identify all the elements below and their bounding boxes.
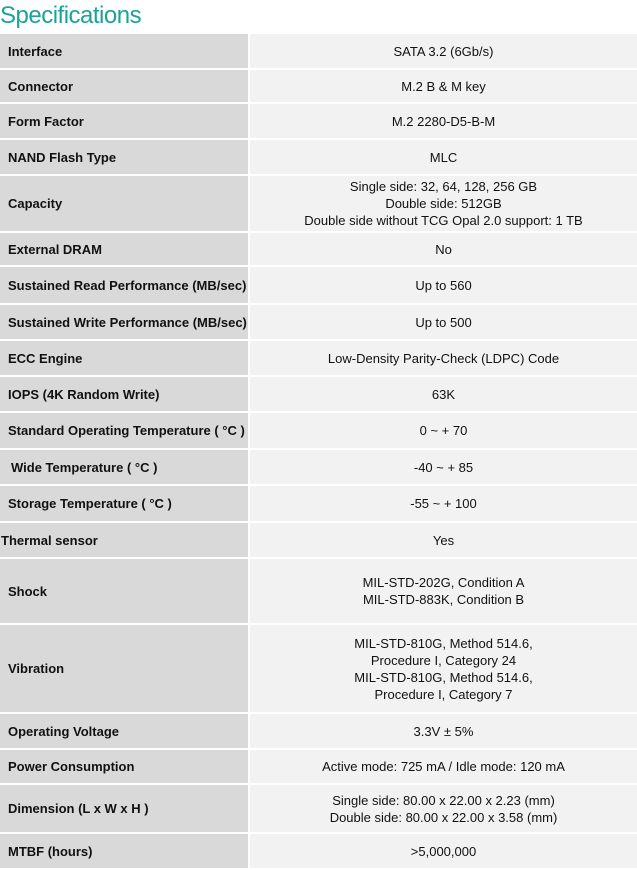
table-row — [0, 833, 637, 869]
spec-label: Storage Temperature ( °C ) — [0, 485, 249, 522]
spec-value: Yes — [249, 522, 637, 558]
spec-label: External DRAM — [0, 232, 249, 266]
spec-value: M.2 2280-D5-B-M — [249, 103, 637, 139]
spec-value: Low-Density Parity-Check (LDPC) Code — [249, 340, 637, 376]
table-row — [0, 34, 637, 69]
spec-label: Vibration — [0, 624, 249, 713]
spec-value: Single side: 80.00 x 22.00 x 2.23 (mm) Double side: 80.00 x 22.00 x 3.58 (mm) — [249, 784, 637, 833]
spec-value: 63K — [249, 376, 637, 412]
spec-label: Power Consumption — [0, 749, 249, 784]
spec-value: Single side: 32, 64, 128, 256 GB Double side: 512GB Double side without TCG Opal 2.0 support: 1 TB — [249, 175, 637, 232]
spec-label: Connector — [0, 69, 249, 103]
spec-label: Operating Voltage — [0, 713, 249, 749]
page-title: Specifications — [0, 2, 142, 29]
spec-value: SATA 3.2 (6Gb/s) — [249, 34, 637, 69]
spec-value: Up to 560 — [249, 266, 637, 304]
table-row — [0, 232, 637, 266]
table-row — [0, 266, 637, 304]
spec-label: Thermal sensor — [0, 522, 249, 558]
spec-value: Up to 500 — [249, 304, 637, 340]
spec-value: -55 ~ + 100 — [249, 485, 637, 522]
spec-label: Form Factor — [0, 103, 249, 139]
table-row — [0, 304, 637, 340]
spec-label: IOPS (4K Random Write) — [0, 376, 249, 412]
table-row — [0, 340, 637, 376]
table-row — [0, 103, 637, 139]
table-row — [0, 449, 637, 485]
table-row — [0, 139, 637, 175]
table-row — [0, 749, 637, 784]
spec-value: M.2 B & M key — [249, 69, 637, 103]
spec-value: >5,000,000 — [249, 833, 637, 869]
spec-label: MTBF (hours) — [0, 833, 249, 869]
spec-value: MLC — [249, 139, 637, 175]
spec-label: Interface — [0, 34, 249, 69]
spec-label: ECC Engine — [0, 340, 249, 376]
spec-label: Standard Operating Temperature ( °C ) — [0, 412, 249, 449]
spec-label: Shock — [0, 558, 249, 624]
table-row — [0, 558, 637, 624]
spec-value: -40 ~ + 85 — [249, 449, 637, 485]
specifications-table — [0, 34, 637, 870]
spec-label: Dimension (L x W x H ) — [0, 784, 249, 833]
spec-value: 3.3V ± 5% — [249, 713, 637, 749]
spec-value: MIL-STD-810G, Method 514.6, Procedure I, Category 24 MIL-STD-810G, Method 514.6, Procedure I, Category 7 — [249, 624, 637, 713]
table-row — [0, 485, 637, 522]
spec-label: NAND Flash Type — [0, 139, 249, 175]
table-row — [0, 713, 637, 749]
spec-value: Active mode: 725 mA / Idle mode: 120 mA — [249, 749, 637, 784]
table-row — [0, 412, 637, 449]
table-row — [0, 784, 637, 833]
table-row — [0, 69, 637, 103]
spec-label: Sustained Read Performance (MB/sec) — [0, 266, 249, 304]
spec-label: Sustained Write Performance (MB/sec) — [0, 304, 249, 340]
spec-value: 0 ~ + 70 — [249, 412, 637, 449]
table-row — [0, 376, 637, 412]
spec-label: Wide Temperature ( °C ) — [0, 449, 249, 485]
table-row — [0, 624, 637, 713]
table-row — [0, 522, 637, 558]
spec-label: Capacity — [0, 175, 249, 232]
spec-value: MIL-STD-202G, Condition A MIL-STD-883K, Condition B — [249, 558, 637, 624]
spec-value: No — [249, 232, 637, 266]
table-row — [0, 175, 637, 232]
